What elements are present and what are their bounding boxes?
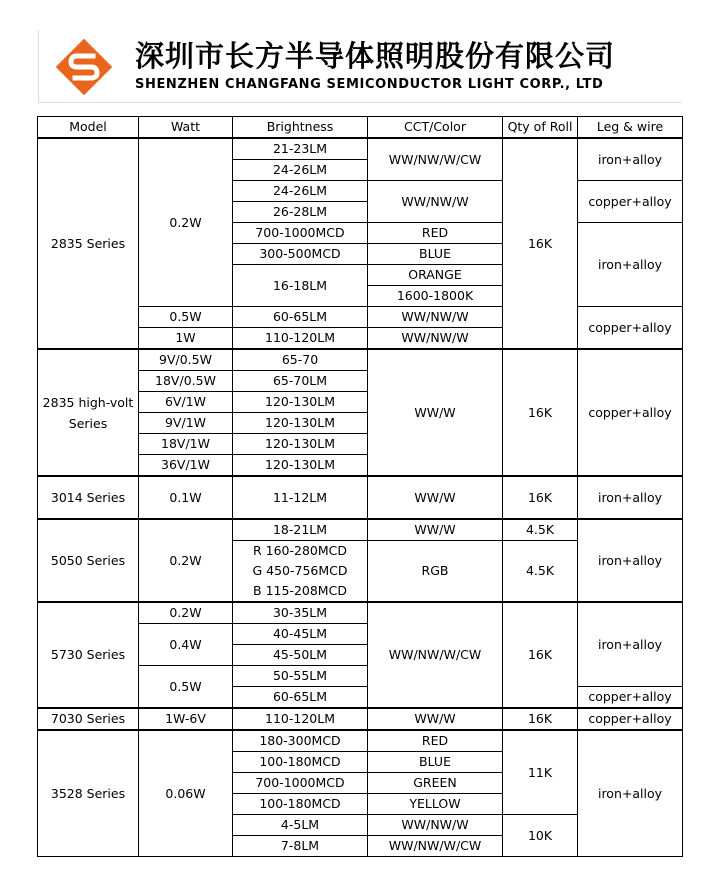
watt-cell: 0.4W [139, 624, 233, 666]
brightness-cell: 60-65LM [233, 307, 368, 328]
cct-cell: RGB [368, 541, 503, 603]
brightness-cell: 65-70 [233, 349, 368, 371]
brightness-cell: 26-28LM [233, 202, 368, 223]
cct-cell: 1600-1800K [368, 286, 503, 307]
brightness-cell: 16-18LM [233, 265, 368, 307]
brightness-cell: 7-8LM [233, 836, 368, 857]
leg-wire-cell: iron+alloy [578, 476, 683, 519]
leg-wire-cell: copper+alloy [578, 687, 683, 709]
brightness-cell: 700-1000MCD [233, 223, 368, 244]
qty-cell: 16K [503, 138, 578, 349]
qty-cell: 16K [503, 602, 578, 708]
cct-cell: WW/NW/W [368, 815, 503, 836]
brightness-cell: 40-45LM [233, 624, 368, 645]
leg-wire-cell: iron+alloy [578, 519, 683, 602]
cct-cell: WW/NW/W [368, 328, 503, 350]
brightness-cell: 21-23LM [233, 138, 368, 160]
qty-cell: 16K [503, 349, 578, 476]
qty-cell: 4.5K [503, 541, 578, 603]
model-cell: 7030 Series [38, 708, 139, 730]
header-model: Model [38, 117, 139, 139]
brightness-cell: 120-130LM [233, 455, 368, 477]
watt-cell: 18V/1W [139, 434, 233, 455]
qty-cell: 16K [503, 708, 578, 730]
watt-cell: 0.5W [139, 666, 233, 709]
leg-wire-cell: iron+alloy [578, 602, 683, 687]
cct-cell: WW/W [368, 708, 503, 730]
brightness-cell: 110-120LM [233, 328, 368, 350]
watt-cell: 0.06W [139, 730, 233, 857]
table-row [38, 519, 683, 541]
watt-cell: 0.2W [139, 519, 233, 602]
brightness-cell: 65-70LM [233, 371, 368, 392]
watt-cell: 1W [139, 328, 233, 350]
model-cell: 3528 Series [38, 730, 139, 857]
brightness-cell: 100-180MCD [233, 794, 368, 815]
brightness-cell: 45-50LM [233, 645, 368, 666]
watt-cell: 0.2W [139, 138, 233, 307]
model-cell: 5050 Series [38, 519, 139, 602]
header-row [38, 117, 683, 139]
cct-cell: WW/W [368, 519, 503, 541]
leg-wire-cell: copper+alloy [578, 708, 683, 730]
watt-cell: 0.1W [139, 476, 233, 519]
cct-cell: WW/NW/W/CW [368, 836, 503, 857]
watt-cell: 9V/0.5W [139, 349, 233, 371]
cct-cell: YELLOW [368, 794, 503, 815]
company-name-en: SHENZHEN CHANGFANG SEMICONDUCTOR LIGHT CORP., LTD [135, 77, 604, 92]
cct-cell: ORANGE [368, 265, 503, 286]
cct-cell: WW/NW/W/CW [368, 602, 503, 708]
company-logo-icon [53, 36, 115, 98]
leg-wire-cell: copper+alloy [578, 349, 683, 476]
leg-wire-cell: copper+alloy [578, 181, 683, 223]
table-row [38, 476, 683, 519]
qty-cell: 10K [503, 815, 578, 857]
header-cct-color: CCT/Color [368, 117, 503, 139]
brightness-cell: 4-5LM [233, 815, 368, 836]
header-watt: Watt [139, 117, 233, 139]
watt-cell: 6V/1W [139, 392, 233, 413]
leg-wire-cell: copper+alloy [578, 307, 683, 350]
brightness-cell: 24-26LM [233, 160, 368, 181]
brightness-cell: 11-12LM [233, 476, 368, 519]
product-spec-table [37, 116, 683, 857]
cct-cell: WW/NW/W [368, 181, 503, 223]
leg-wire-cell: iron+alloy [578, 223, 683, 307]
watt-cell: 0.5W [139, 307, 233, 328]
brightness-cell: 120-130LM [233, 434, 368, 455]
cct-cell: WW/W [368, 476, 503, 519]
cct-cell: WW/W [368, 349, 503, 476]
brightness-cell: 180-300MCD [233, 730, 368, 752]
table-row [38, 708, 683, 730]
cct-cell: GREEN [368, 773, 503, 794]
brightness-cell: 700-1000MCD [233, 773, 368, 794]
brightness-cell: 24-26LM [233, 181, 368, 202]
brightness-cell: G 450-756MCD [233, 561, 368, 581]
header-brightness: Brightness [233, 117, 368, 139]
model-cell: 2835 Series [38, 138, 139, 349]
cct-cell: RED [368, 730, 503, 752]
brightness-cell: B 115-208MCD [233, 581, 368, 602]
cct-cell: WW/NW/W [368, 307, 503, 328]
leg-wire-cell: iron+alloy [578, 138, 683, 181]
brightness-cell: 60-65LM [233, 687, 368, 709]
qty-cell: 11K [503, 730, 578, 815]
model-line: Series [68, 415, 108, 431]
brightness-cell: 18-21LM [233, 519, 368, 541]
table-row [38, 602, 683, 624]
brightness-cell: 100-180MCD [233, 752, 368, 773]
table-row [38, 730, 683, 752]
brightness-cell: R 160-280MCD [233, 541, 368, 562]
table-row [38, 138, 683, 160]
watt-cell: 0.2W [139, 602, 233, 624]
company-header [38, 30, 681, 103]
brightness-cell: 30-35LM [233, 602, 368, 624]
qty-cell: 16K [503, 476, 578, 519]
watt-cell: 36V/1W [139, 455, 233, 477]
brightness-cell: 50-55LM [233, 666, 368, 687]
leg-wire-cell: iron+alloy [578, 730, 683, 857]
cct-cell: WW/NW/W/CW [368, 138, 503, 181]
header-qty-of-roll: Qty of Roll [503, 117, 578, 139]
qty-cell: 4.5K [503, 519, 578, 541]
watt-cell: 1W-6V [139, 708, 233, 730]
watt-cell: 9V/1W [139, 413, 233, 434]
model-line: 2835 high-volt [42, 394, 134, 410]
brightness-cell: 120-130LM [233, 392, 368, 413]
model-cell: 3014 Series [38, 476, 139, 519]
brightness-cell: 120-130LM [233, 413, 368, 434]
watt-cell: 18V/0.5W [139, 371, 233, 392]
company-name-cn: 深圳市长方半导体照明股份有限公司 [135, 39, 616, 73]
cct-cell: BLUE [368, 244, 503, 265]
brightness-cell: 110-120LM [233, 708, 368, 730]
header-leg-wire: Leg & wire [578, 117, 683, 139]
model-cell: 5730 Series [38, 602, 139, 708]
cct-cell: RED [368, 223, 503, 244]
table-row [38, 349, 683, 371]
model-cell [38, 349, 139, 476]
cct-cell: BLUE [368, 752, 503, 773]
brightness-cell: 300-500MCD [233, 244, 368, 265]
